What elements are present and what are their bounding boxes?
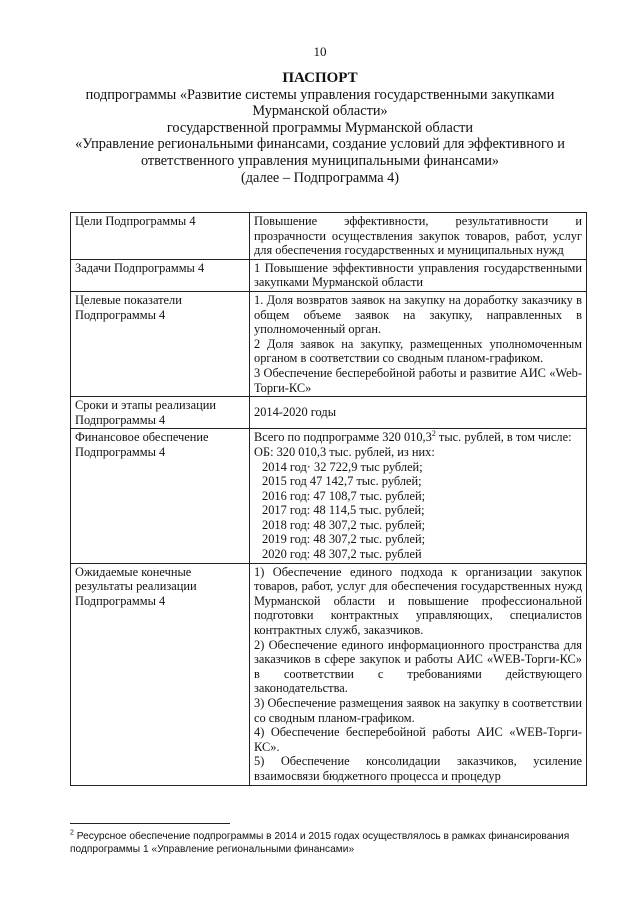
content-line: 5) Обеспечение консолидации заказчиков, усиление взаимосвязи бюджетного процесса и процедур — [254, 754, 582, 783]
financing-year: 2019 год: 48 307,2 тыс. рублей; — [262, 532, 426, 547]
content-line: 1 Повышение эффективности управления государственными закупками Мурманской области — [254, 260, 582, 290]
row-label: Целевые показатели Подпрограммы 4 — [71, 291, 250, 396]
content-line: 1) Обеспечение единого подхода к организации закупок товаров, работ, услуг для обеспечения государственных нужд Мурманской области и повышение профессиональной подготовки контрактных управляющих, специалистов контрактных служб, заказчиков. — [254, 564, 582, 638]
table-row-terms — [71, 397, 587, 429]
footnote — [70, 830, 590, 856]
content-line: 2) Обеспечение единого информационного пространства для заказчиков в сфере закупок и работы АИС «WEB-Торги-КС» в соответствии с требованиями действующего законодательства. — [254, 637, 582, 696]
row-content — [250, 429, 587, 563]
table-row-indicators — [71, 291, 587, 396]
page-number: 10 — [313, 44, 327, 59]
content-line: 4) Обеспечение бесперебойной работы АИС «WEB-Торги-КС». — [254, 725, 582, 754]
row-label: Ожидаемые конечные результаты реализации Подпрограммы 4 — [71, 563, 250, 785]
content-line: 3 Обеспечение бесперебойной работы и развитие АИС «Web-Торги-КС» — [254, 365, 582, 395]
table-row-financing — [71, 429, 587, 563]
row-content — [250, 259, 587, 291]
row-label: Финансовое обеспечение Подпрограммы 4 — [71, 429, 250, 563]
content-line: 3) Обеспечение размещения заявок на закупку в соответствии со сводным планом-графиком. — [254, 696, 582, 725]
table-row-tasks — [71, 259, 587, 291]
content-line: 2 Доля заявок на закупку, размещенных уполномоченным органом в соответствии со сводным планом-графиком. — [254, 336, 582, 366]
table-row-goals — [71, 213, 587, 260]
financing-year: 2020 год: 48 307,2 тыс. рублей — [262, 547, 422, 562]
heading-line: подпрограммы «Развитие системы управления государственными закупками — [85, 86, 555, 103]
heading-line: «Управление региональными финансами, создание условий для эффективного и — [75, 136, 565, 153]
financing-year: 2014 год· 32 722,9 тыс рублей; — [262, 459, 423, 474]
heading-line: Мурманской области» — [252, 103, 388, 120]
content-line: 2014-2020 годы — [254, 405, 337, 420]
footnote-divider — [70, 823, 230, 824]
passport-title: ПАСПОРТ — [282, 70, 358, 86]
footnote-marker: 2 — [70, 829, 74, 837]
footnote-text: Ресурсное обеспечение подпрограммы в 2014 и 2015 годах осуществлялось в рамках финансирования подпрограммы 1 «Управление региональными финансами» — [70, 831, 570, 855]
heading-line: ответственного управления муниципальными финансами» — [140, 152, 500, 169]
row-content — [250, 291, 587, 396]
financing-ob: ОБ: 320 010,3 тыс. рублей, из них: — [254, 444, 435, 459]
financing-year: 2017 год: 48 114,5 тыс. рублей; — [262, 503, 425, 518]
row-label: Цели Подпрограммы 4 — [71, 213, 250, 260]
total-suffix: тыс. рублей, в том числе: — [435, 430, 572, 445]
content-line: 1. Доля возвратов заявок на закупку на доработку заказчику в общем объеме заявок на закупку, направленных в уполномоченный орган. — [254, 292, 582, 337]
row-content — [250, 563, 587, 785]
table-row-results — [71, 563, 587, 785]
row-label: Сроки и этапы реализации Подпрограммы 4 — [71, 397, 250, 429]
heading-line: (далее – Подпрограмма 4) — [240, 169, 400, 186]
financing-year: 2016 год: 47 108,7 тыс. рублей; — [262, 488, 426, 503]
content-line: Повышение эффективности, результативности и прозрачности осуществления закупок товаров, работ, услуг для обеспечения государственных и муниципальных нужд — [254, 214, 582, 258]
row-label: Задачи Подпрограммы 4 — [71, 259, 250, 291]
footnote-ref: 2 — [431, 429, 436, 439]
total-prefix: Всего по подпрограмме 320 010,3 — [254, 430, 432, 445]
passport-table — [70, 212, 587, 786]
row-content — [250, 213, 587, 260]
passport-heading — [56, 70, 584, 186]
financing-total — [254, 430, 582, 445]
financing-year: 2018 год: 48 307,2 тыс. рублей; — [262, 517, 426, 532]
heading-line: государственной программы Мурманской области — [166, 119, 474, 136]
row-content — [250, 397, 587, 429]
financing-year: 2015 год 47 142,7 тыс. рублей; — [262, 474, 422, 489]
